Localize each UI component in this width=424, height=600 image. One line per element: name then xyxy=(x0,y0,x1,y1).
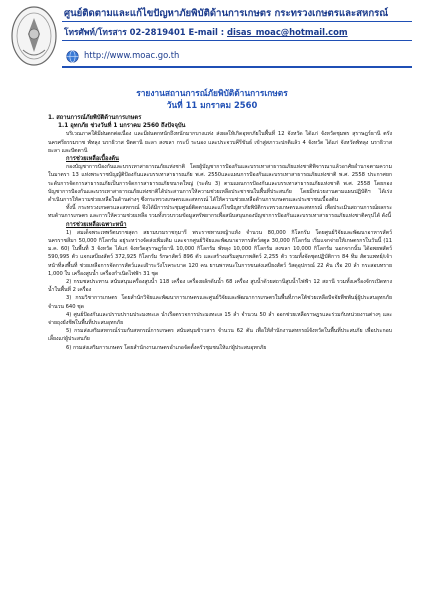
header-divider xyxy=(62,21,412,22)
header-divider xyxy=(62,40,412,41)
contact-line xyxy=(64,25,348,39)
moac-emblem-icon xyxy=(9,4,59,68)
website-link[interactable]: http://www.moac.go.th xyxy=(84,50,180,60)
paragraph: บริเวณภาคใต้มีฝนตกต่อเนื่อง และมีฝนตกหนักถึงหนักมากบางแห่ง ส่งผลให้เกิดอุทกภัยในพื้นที่ 12 จังหวัด ได้แก่ จังหวัดชุมพร สุราษฎร์ธานี ตรัง นครศรีธรรมราช พัทลุง นราธิวาส ปัตตานี ยะลา สงขลา กระบี่ ระนอง และประจวบคีรีขันธ์ เข้าสู่สภาวะปกติแล้ว 4 จังหวัด ได้แก่ จังหวัดพัทลุง นราธิวาส ยะลา และปัตตานี xyxy=(48,131,392,154)
globe-icon xyxy=(66,50,79,63)
list-item: 5) กรมส่งเสริมสหกรณ์ร่วมกับสหกรณ์การเกษตร สนับสนุนข้าวสาร จำนวน 62 ตัน เพื่อให้สำนักงานสหกรณ์จังหวัดในพื้นที่ประสบภัย เพื่อประกอบเลี้ยงแก่ผู้ประสบภัย xyxy=(48,328,392,343)
list-item: 2) กรมชลประทาน สนับสนุนเครื่องสูบน้ำ 118 เครื่อง เครื่องผลักดันน้ำ 68 เครื่อง สูบน้ำด้วยสถานีสูบน้ำไฟฟ้า 12 สถานี รวมทั้งเครื่องจักรเปิดทางน้ำในพื้นที่ 2 เครื่อง xyxy=(48,279,392,294)
heading-initial-help: การช่วยเหลือเบื้องต้น xyxy=(66,156,120,163)
list-item: 4) ศูนย์ป้องกันและปราบปรามประมงทะเล นำเรือตรวจการประมงทะเล 15 ลำ จำนวน 50 ลำ ออกช่วยเหลือราษฎรและร่วมกับหน่วยงานต่างๆ และจ่ายถุงยังชีพในพื้นที่ประสบอุทกภัย xyxy=(48,311,392,327)
report-body xyxy=(48,114,392,352)
document-header xyxy=(0,0,424,72)
list-item: 6) กรมส่งเสริมการเกษตร โดยสำนักงานเกษตรอำเภอจัดตั้งครัวชุมชนให้แก่ผู้ประสบอุทกภัย xyxy=(66,344,267,351)
subsection-heading: 1.1 อุทกภัย ช่วงวันที่ 1 มกราคม 2560 ถึงปัจจุบัน xyxy=(58,123,186,130)
report-date: วันที่ 11 มกราคม 2560 xyxy=(166,100,258,110)
header-divider xyxy=(62,66,412,68)
report-title: รายงานสถานการณ์ภัยพิบัติด้านการเกษตร xyxy=(136,88,288,98)
list-item: 1) สมเด็จพระเทพรัตนราชสุดา สยามบรมราชกุมารี พระราชทานหญ้าแห้ง จำนวน 80,000 กิโลกรัม โดยศูนย์วิจัยและพัฒนาอาหารสัตว์นครราชสีมา 50,000 กิโลกรัม อยู่ระหว่างจัดส่งเพิ่มเติม และจากศูนย์วิจัยและพัฒนาอาหารสัตว์สตูล 30,000 กิโลกรัม เริ่มแจกจ่ายให้เกษตรกรในวันนี้ (11 ม.ค. 60) ในพื้นที่ 3 จังหวัด ได้แก่ จังหวัดสุราษฎร์ธานี 10,000 กิโลกรัม พัทลุง 10,000 กิโลกรัม สงขลา 10,000 กิโลกรัม นอกจากนั้น ได้อพยพสัตว์ 590,995 ตัว แจกเสบียงสัตว์ 372,925 กิโลกรัม รักษาสัตว์ 896 ตัว และสร้างเสริมสุขภาพสัตว์ 2,255 ตัว รวมทั้งจัดชุดปฏิบัติการ 84 ทีม สัตวแพทย์/เจ้าหน้าที่ลงพื้นที่ ช่วยเหลือการจัดการสัตว์และเฝ้าระวังโรคระบาด 120 คน ยานพาหนะในการขนส่งเสบียงสัตว์ วัสดุอุปกรณ์ 22 คัน เรือ 20 ลำ กระสอบทราย 1,000 ใบ เครื่องสูบน้ำ เครื่องกำเนิดไฟฟ้า 31 ชุด xyxy=(48,229,392,277)
email-link[interactable]: disas_moac@hotmail.com xyxy=(227,27,348,37)
paragraph: กองบัญชาการป้องกันและบรรเทาสาธารณภัยแห่งชาติ โดยผู้บัญชาการป้องกันและบรรเทาสาธารณภัยแห่งชาติพิจารณาแล้วอาศัยอำนาจตามความในมาตรา 13 แห่งพระราชบัญญัติป้องกันและบรรเทาสาธารณภัย พ.ศ. 2550และแผนการป้องกันและบรรเทาสาธารณภัยแห่งชาติ พ.ศ. 2558 ประกาศยกระดับการจัดการสาธารณภัยเป็นการจัดการสาธารณภัยขนาดใหญ่ (ระดับ 3) ตามแผนการป้องกันและบรรเทาสาธารณภัยแห่งชาติ พ.ศ. 2558 โดยกองบัญชาการป้องกันและบรรเทาสาธารณภัยแห่งชาติได้ประสานการให้ความช่วยเหลือประชาชนในพื้นที่ประสบภัย โดยมีหน่วยงานตามแผนปฏิบัติฯ ได้เร่งดำเนินการให้ความช่วยเหลือในด้านต่างๆ ซึ่งกระทรวงเกษตรและสหกรณ์ ได้ให้ความช่วยเหลือด้านการเกษตรและประชาชนเบื้องต้น xyxy=(48,164,392,204)
contact-prefix: โทรศัพท์/โทรสาร 02-2819401 E-mail : xyxy=(64,27,228,37)
heading-immediate-help: การช่วยเหลือเฉพาะหน้า xyxy=(66,221,127,228)
org-name: ศูนย์ติดตามและแก้ไขปัญหาภัยพิบัติด้านการเกษตร กระทรวงเกษตรและสหกรณ์ xyxy=(64,8,389,19)
paragraph: ทั้งนี้ กระทรวงเกษตรและสหกรณ์ จึงได้มีการประชุมศูนย์ติดตามและแก้ไขปัญหาภัยพิบัติกระทรวงเกษตรและสหกรณ์ เพื่อประเมินสถานการณ์ผลกระทบด้านการเกษตร และการให้ความช่วยเหลือ รวมทั้งรวบรวมข้อมูลทรัพยากรเพื่อสนับสนุนกองบัญชาการป้องกันและบรรเทาสาธารณภัยแห่งชาติครุปได้ ดังนี้ xyxy=(48,205,392,220)
section-heading: 1. สถานการณ์ภัยพิบัติด้านการเกษตร xyxy=(48,115,142,121)
list-item: 3) กรมวิชาการเกษตร โดยสำนักวิจัยและพัฒนาการเกษตรและศูนย์วิจัยและพัฒนาการเกษตรในพื้นที่ภาคใต้ช่วยเหลือปัจจัยพืชพันธุ์ผู้ประสบอุทกภัยจำนวน 640 ชุด xyxy=(48,295,392,310)
